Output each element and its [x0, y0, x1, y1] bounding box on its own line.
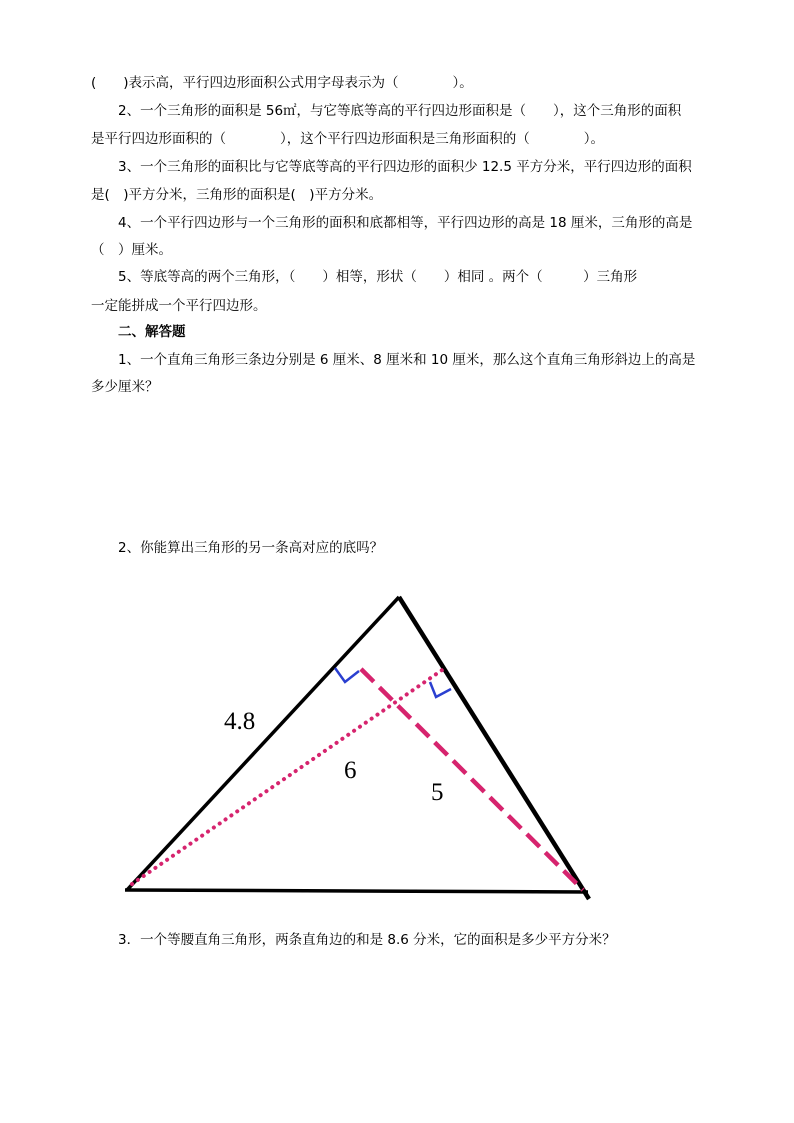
solve-q2: 2、你能算出三角形的另一条高对应的底吗？: [118, 540, 384, 556]
right-angle-mark-left: [335, 668, 359, 682]
q3-line2: 是( )平方分米，三角形的面积是( )平方分米。: [91, 187, 383, 203]
q5-line2: 一定能拼成一个平行四边形。: [91, 298, 267, 314]
label-dashed-height: 5: [431, 779, 444, 806]
triangle-side-right: [399, 597, 589, 899]
height-dotted-line: [132, 668, 445, 884]
q1-continuation: ( )表示高，平行四边形面积公式用字母表示为（ ）。: [91, 75, 473, 91]
section-heading: 二、解答题: [118, 324, 186, 340]
q2-line2: 是平行四边形面积的（ ），这个平行四边形面积是三角形面积的（ ）。: [91, 131, 604, 147]
q4-line1: 4、一个平行四边形与一个三角形的面积和底都相等，平行四边形的高是 18 厘米，三角形的高是: [118, 215, 693, 231]
triangle-base: [125, 890, 588, 892]
q4-line2: （ ）厘米。: [91, 242, 172, 258]
triangle-side-left: [127, 597, 399, 890]
label-dotted-height: 6: [344, 757, 357, 784]
solve-q3: 3．一个等腰直角三角形，两条直角边的和是 8.6 分米，它的面积是多少平方分米？: [118, 932, 616, 948]
solve-q1-line2: 多少厘米？: [91, 379, 159, 395]
label-side-length: 4.8: [224, 708, 256, 735]
q5-line1: 5、等底等高的两个三角形，（ ）相等，形状（ ）相同 。两个（ ）三角形: [118, 269, 638, 285]
solve-q1-line1: 1、一个直角三角形三条边分别是 6 厘米、8 厘米和 10 厘米，那么这个直角三角形斜边上的高是: [118, 352, 696, 368]
q3-line1: 3、一个三角形的面积比与它等底等高的平行四边形的面积少 12.5 平方分米，平行四边形的面积: [118, 159, 692, 175]
right-angle-mark-right: [430, 682, 451, 697]
q2-line1: 2、一个三角形的面积是 56㎡，与它等底等高的平行四边形面积是（ ），这个三角形的面积: [118, 103, 682, 119]
